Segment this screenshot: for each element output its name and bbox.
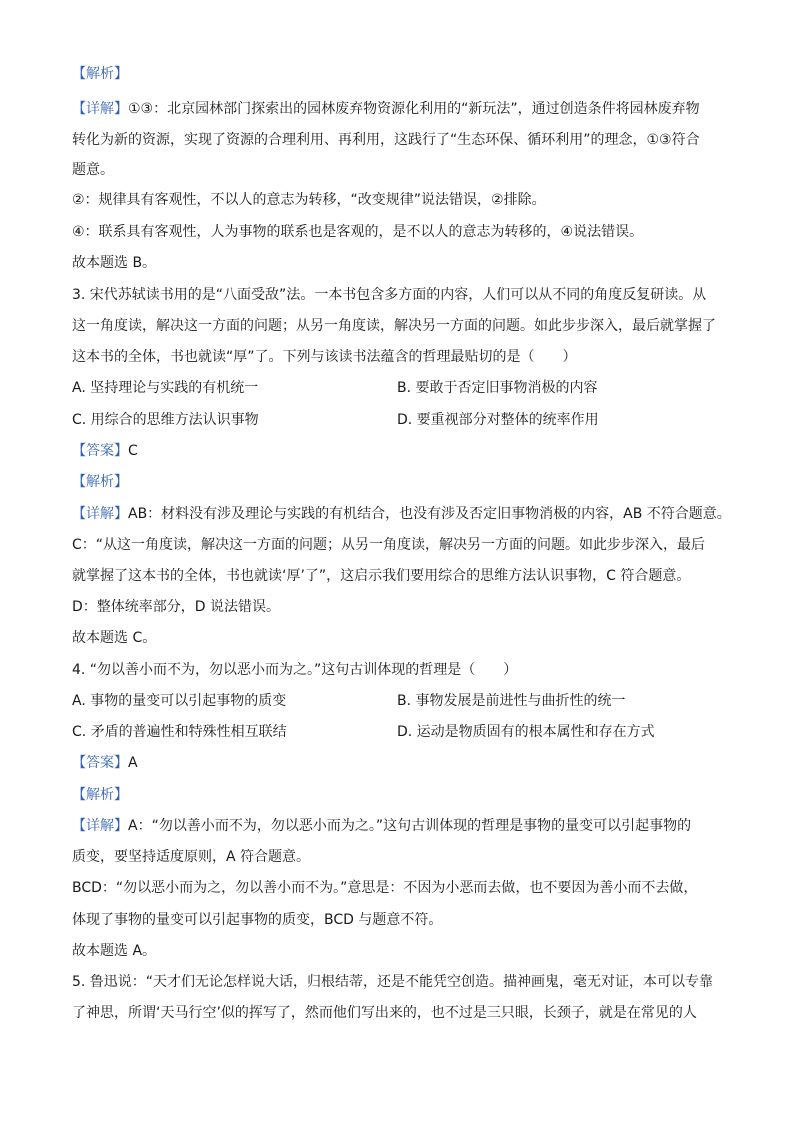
question-4-answer: [72, 753, 138, 773]
detail-paragraph-line: ②：规律具有客观性，不以人的意志为转移，“改变规律”说法错误，②排除。: [72, 192, 546, 208]
analysis-tag: 【解析】: [72, 787, 128, 803]
question-3-option-c: C. 用综合的思维方法认识事物: [72, 412, 259, 428]
question-4-detail: BCD：“勿以恶小而为之，勿以善小而不为。”意思是：不因为小恶而去做，也不要因为善小而不去做，: [72, 880, 698, 896]
detail-tag: 【详解】: [72, 818, 128, 834]
question-3-stem: 这一角度读，解决这一方面的问题；从另一角度读，解决另一方面的问题。如此步步深入，最后就掌握了: [72, 318, 716, 334]
conclusion-line: 故本题选 B。: [72, 255, 157, 271]
detail-paragraph-line: 题意。: [72, 162, 114, 178]
answer-value: C: [128, 443, 138, 459]
detail-paragraph-line: ④：联系具有客观性，人为事物的联系也是客观的，是不以人的意志为转移的，④说法错误。: [72, 224, 644, 240]
question-4-option-b: B. 事物发展是前进性与曲折性的统一: [397, 693, 626, 709]
question-3-detail: 就掌握了这本书的全体，书也就读‘厚’了”，这启示我们要用综合的思维方法认识事物，C 符合题意。: [72, 568, 691, 584]
answer-tag: 【答案】: [72, 755, 128, 771]
question-4-detail: 质变，要坚持适度原则，A 符合题意。: [72, 849, 311, 865]
question-3-detail: C：“从这一角度读，解决这一方面的问题；从另一角度读，解决另一方面的问题。如此步步深入，最后: [72, 537, 706, 553]
detail-tag: 【详解】: [72, 101, 128, 117]
question-5-stem: 了神思，所谓‘天马行空’似的挥写了，然而他们写出来的，也不过是三只眼，长颈子，就是在常见的人: [72, 1005, 697, 1021]
detail-text: A：“勿以善小而不为，勿以恶小而为之。”这句古训体现的哲理是事物的量变可以引起事物的: [128, 818, 692, 834]
question-4-option-d: D. 运动是物质固有的根本属性和存在方式: [397, 724, 655, 740]
question-3-stem: 这本书的全体，书也就读“厚”了。下列与该读书法蕴含的哲理最贴切的是（ ）: [72, 349, 577, 365]
question-3-answer: [72, 441, 138, 461]
detail-paragraph-line: 转化为新的资源，实现了资源的合理利用、再利用，这践行了“生态环保、循环利用”的理念，①③符合: [72, 132, 700, 148]
answer-tag: 【答案】: [72, 443, 128, 459]
question-4-option-a: A. 事物的量变可以引起事物的质变: [72, 693, 287, 709]
detail-text: ①③：北京园林部门探索出的园林废弃物资源化利用的“新玩法”，通过创造条件将园林废弃物: [128, 101, 700, 117]
answer-value: A: [128, 755, 138, 771]
question-3-option-a: A. 坚持理论与实践的有机统一: [72, 380, 259, 396]
detail-paragraph-line: [72, 99, 700, 119]
question-4-option-c: C. 矛盾的普遍性和特殊性相互联结: [72, 724, 287, 740]
analysis-tag: 【解析】: [72, 474, 128, 490]
question-4-detail: 体现了事物的量变可以引起事物的质变，BCD 与题意不符。: [72, 912, 443, 928]
question-3-conclusion: 故本题选 C。: [72, 630, 157, 646]
analysis-tag: 【解析】: [72, 66, 128, 82]
question-3-option-d: D. 要重视部分对整体的统率作用: [397, 412, 599, 428]
question-5-stem: 5. 鲁迅说：“天才们无论怎样说大话，归根结蒂，还是不能凭空创造。描神画鬼，毫无对证，本可以专靠: [72, 974, 714, 990]
question-3-option-b: B. 要敢于否定旧事物消极的内容: [397, 380, 598, 396]
question-3-detail: [72, 504, 731, 524]
detail-text: AB：材料没有涉及理论与实践的有机结合，也没有涉及否定旧事物消极的内容，AB 不符合题意。: [128, 506, 731, 522]
question-4-stem: 4. “勿以善小而不为，勿以恶小而为之。”这句古训体现的哲理是（ ）: [72, 662, 518, 678]
question-4-detail: [72, 816, 691, 836]
question-4-conclusion: 故本题选 A。: [72, 943, 157, 959]
question-3-detail: D：整体统率部分，D 说法错误。: [72, 599, 281, 615]
question-3-stem: 3. 宋代苏轼读书用的是“八面受敌”法。一本书包含多方面的内容，人们可以从不同的角度反复研读。从: [72, 287, 707, 303]
detail-tag: 【详解】: [72, 506, 128, 522]
